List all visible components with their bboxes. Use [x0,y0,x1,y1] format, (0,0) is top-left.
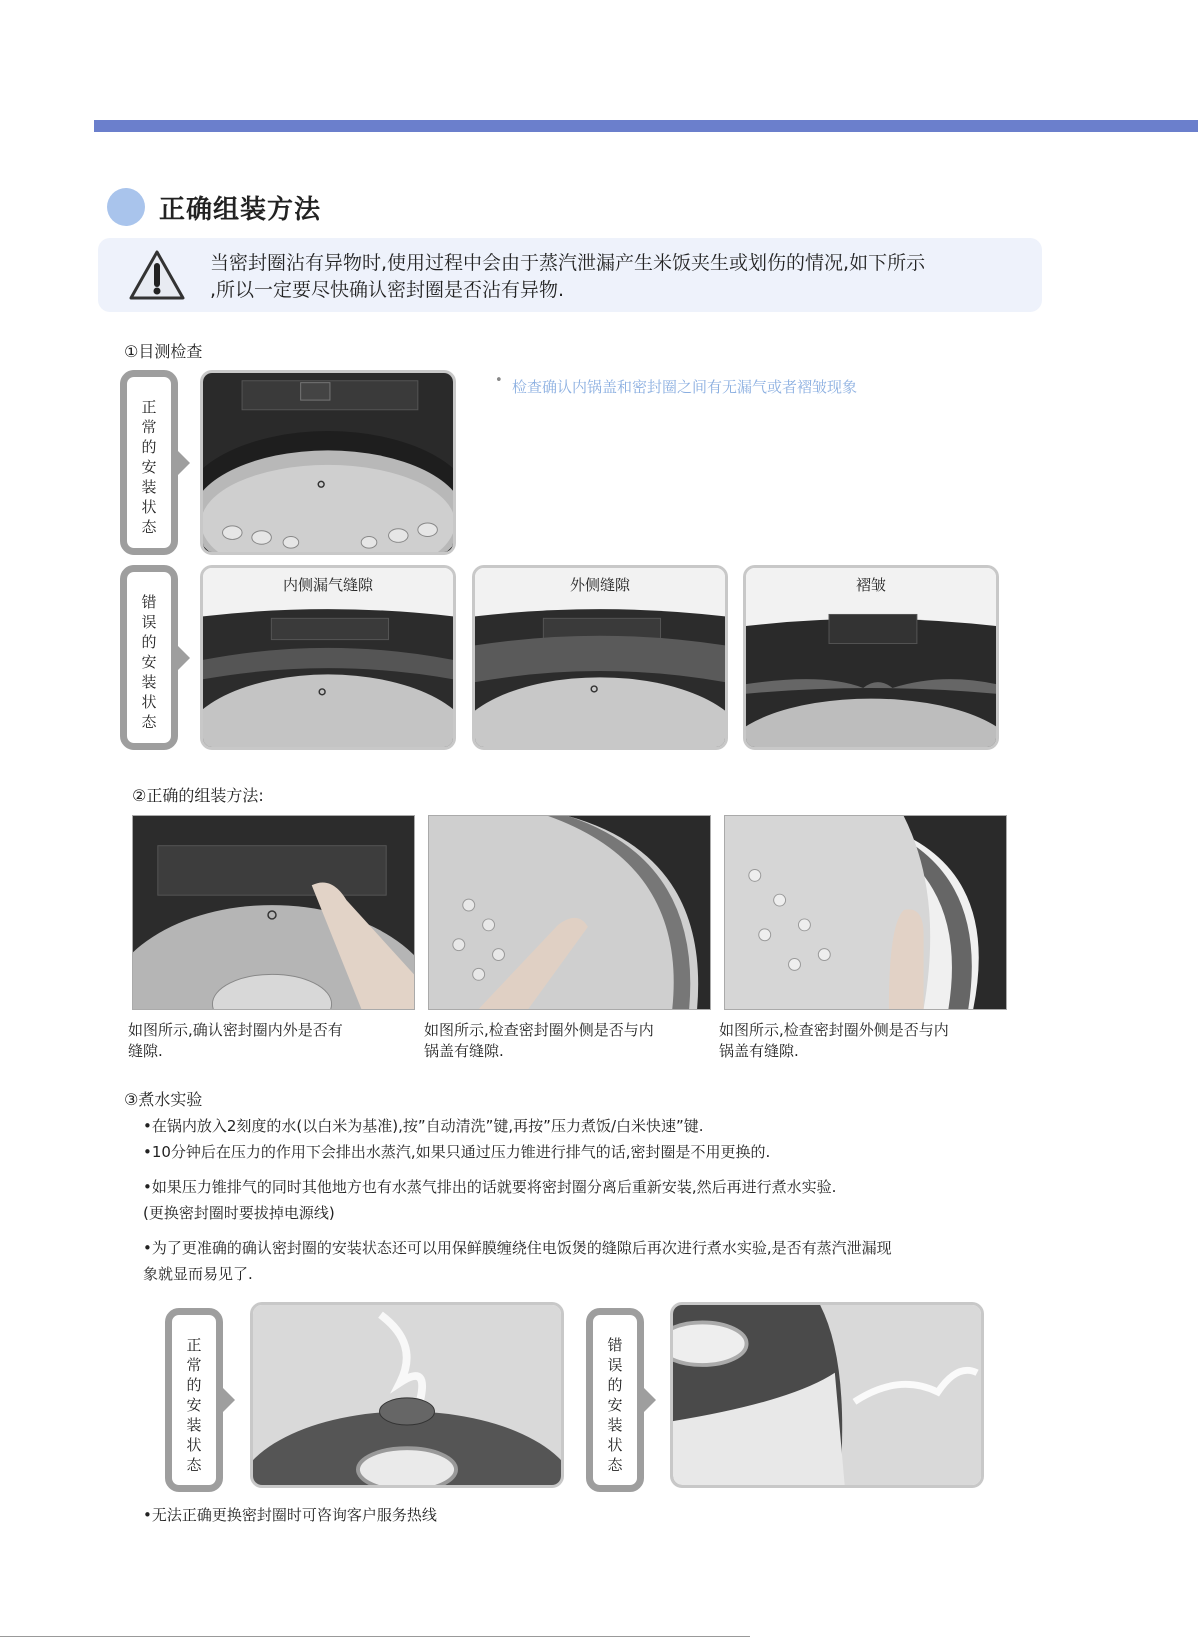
error-state-label [120,565,178,750]
label-char: 误 [141,613,157,631]
boil-normal-label-text [172,1335,216,1475]
normal-seal-photo [200,370,456,555]
label-char: 安 [141,653,157,671]
label-char: 态 [607,1456,623,1474]
label-char: 的 [141,633,157,651]
assembly-caption-2-line-1: 如图所示,检查密封圈外侧是否与内 [424,1021,654,1039]
label-char: 误 [607,1356,623,1374]
label-char: 装 [186,1416,202,1434]
boil-bullet-4-cont: 象就显而易见了. [143,1265,253,1283]
label-char: 常 [186,1356,202,1374]
normal-state-label [120,370,178,555]
boil-bullet-4: •为了更准确的确认密封圈的安装状态还可以用保鲜膜缠绕住电饭煲的缝隙后再次进行煮水实验,是否有蒸汽泄漏现 [143,1239,892,1257]
visual-check-title: ①目测检查 [124,342,203,361]
label-char: 状 [186,1436,202,1454]
label-char: 安 [186,1396,202,1414]
assembly-photo-1 [132,815,415,1010]
label-arrow [178,646,190,670]
outer-gap-caption: 外侧缝隙 [569,576,630,594]
label-char: 态 [141,713,157,731]
assembly-caption-3 [719,1020,979,1062]
boil-bullet-2: •10分钟后在压力的作用下会排出水蒸汽,如果只通过压力锥进行排气的话,密封圈是不用更换的. [143,1143,771,1161]
assembly-caption-1-line-2: 缝隙. [128,1042,163,1060]
section-title: 正确组装方法 [159,195,322,225]
label-char: 错 [141,593,157,611]
assembly-caption-2-line-2: 锅盖有缝隙. [424,1042,504,1060]
boil-error-photo [670,1302,984,1488]
label-arrow [644,1388,656,1412]
boil-test-title: ③煮水实验 [124,1090,203,1109]
label-char: 装 [141,478,157,496]
boil-normal-photo [250,1302,564,1488]
header-accent-bar [94,120,1198,132]
label-char: 正 [141,398,157,416]
warning-line-1: 当密封圈沾有异物时,使用过程中会由于蒸汽泄漏产生米饭夹生或划伤的情况,如下所示 [210,252,926,274]
label-char: 态 [141,518,157,536]
label-char: 安 [141,458,157,476]
tip-bullet: • [495,373,503,388]
label-char: 装 [607,1416,623,1434]
boil-bullet-3-note: (更换密封圈时要拔掉电源线) [143,1204,335,1222]
warning-triangle-icon [128,249,186,301]
warning-text [210,250,1010,304]
label-char: 的 [607,1376,623,1394]
boil-error-label-text [593,1335,637,1475]
label-arrow [178,451,190,475]
normal-state-label-text [127,397,171,537]
section-bullet-circle [107,188,145,226]
assembly-caption-1 [128,1020,388,1062]
footer-note: •无法正确更换密封圈时可咨询客户服务热线 [143,1506,437,1524]
bottom-rule [0,1636,750,1637]
boil-normal-label [165,1308,223,1492]
label-char: 装 [141,673,157,691]
assembly-caption-3-line-1: 如图所示,检查密封圈外侧是否与内 [719,1021,949,1039]
assembly-caption-3-line-2: 锅盖有缝隙. [719,1042,799,1060]
assembly-photo-2 [428,815,711,1010]
label-char: 的 [141,438,157,456]
label-char: 的 [186,1376,202,1394]
assembly-caption-1-line-1: 如图所示,确认密封圈内外是否有 [128,1021,343,1039]
boil-bullet-1: •在锅内放入2刻度的水(以白米为基准),按”自动清洗”键,再按”压力煮饭/白米快速”键. [143,1117,704,1135]
label-char: 安 [607,1396,623,1414]
warning-line-2: ,所以一定要尽快确认密封圈是否沾有异物. [210,279,565,301]
visual-check-tip: 检查确认内锅盖和密封圈之间有无漏气或者褶皱现象 [512,378,858,396]
label-char: 正 [186,1336,202,1354]
label-arrow [223,1388,235,1412]
boil-error-label [586,1308,644,1492]
label-char: 状 [141,693,157,711]
inner-gap-caption: 内侧漏气缝隙 [282,576,373,594]
error-state-label-text [127,592,171,732]
label-char: 态 [186,1456,202,1474]
assembly-title: ②正确的组装方法: [132,786,264,805]
assembly-photo-3 [724,815,1007,1010]
label-char: 状 [607,1436,623,1454]
label-char: 错 [607,1336,623,1354]
label-char: 常 [141,418,157,436]
boil-bullet-3: •如果压力锥排气的同时其他地方也有水蒸气排出的话就要将密封圈分离后重新安装,然后再进行煮水实验. [143,1178,837,1196]
wrinkle-caption: 褶皱 [855,576,886,594]
label-char: 状 [141,498,157,516]
assembly-caption-2 [424,1020,684,1062]
